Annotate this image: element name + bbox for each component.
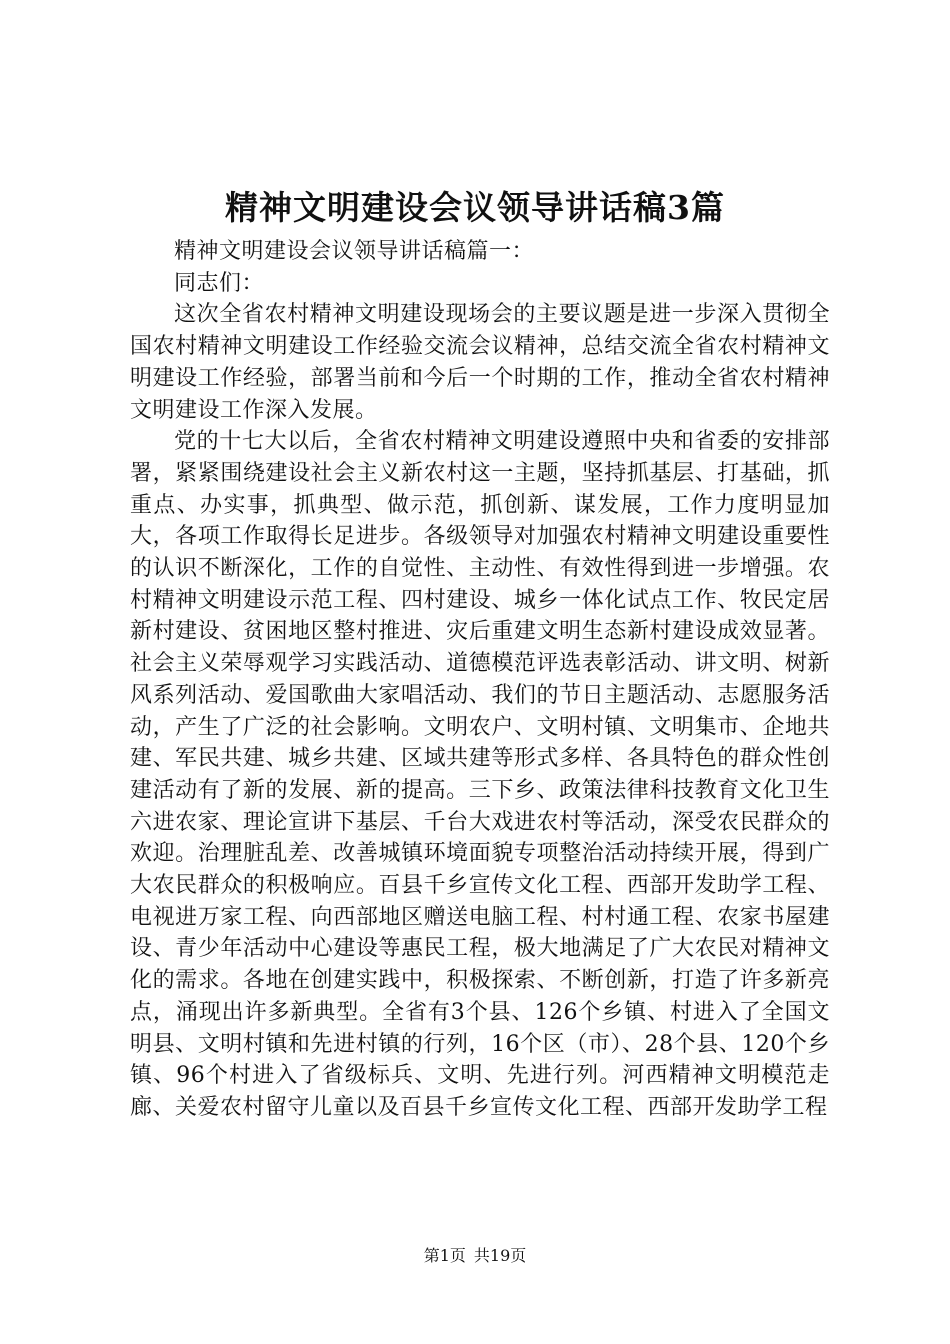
paragraph-main: 党的十七大以后，全省农村精神文明建设遵照中央和省委的安排部署，紧紧围绕建设社会主义新农村这一主题，坚持抓基层、打基础，抓重点、办实事，抓典型、做示范，抓创新、谋发展，工作力度明显加大，各项工作取得长足进步。各级领导对加强农村精神文明建设重要性的认识不断深化，工作的自觉性、主动性、有效性得到进一步增强。农村精神文明建设示范工程、四村建设、城乡一体化试点工作、牧民定居新村建设、贫困地区整村推进、灾后重建文明生态新村建设成效显著。社会主义荣辱观学习实践活动、道德模范评选表彰活动、讲文明、树新风系列活动、爱国歌曲大家唱活动、我们的节日主题活动、志愿服务活动，产生了广泛的社会影响。文明农户、文明村镇、文明集市、企地共建、军民共建、城乡共建、区域共建等形式多样、各具特色的群众性创建活动有了新的发展、新的提高。三下乡、政策法律科技教育文化卫生六进农家、理论宣讲下基层、千台大戏进农村等活动，深受农民群众的欢迎。治理脏乱差、改善城镇环境面貌专项整治活动持续开展，得到广大农民群众的积极响应。百县千乡宣传文化工程、西部开发助学工程、电视进万家工程、向西部地区赠送电脑工程、村村通工程、农家书屋建设、青少年活动中心建设等惠民工程，极大地满足了广大农民对精神文化的需求。各地在创建实践中，积极探索、不断创新，打造了许多新亮点，涌现出许多新典型。全省有3个县、126个乡镇、村进入了全国文明县、文明村镇和先进村镇的行列，16个区（市）、28个县、120个乡镇、96个村进入了省级标兵、文明、先进行列。河西精神文明模范走廊、关爱农村留守儿童以及百县千乡宣传文化工程、西部开发助学工程 — [130, 429, 830, 1120]
paragraph-intro: 这次全省农村精神文明建设现场会的主要议题是进一步深入贯彻全国农村精神文明建设工作经验交流会议精神，总结交流全省农村精神文明建设工作经验，部署当前和今后一个时期的工作，推动全省农村精神文明建设工作深入发展。 — [130, 302, 830, 423]
document-body — [130, 236, 830, 1124]
section-subtitle: 精神文明建设会议领导讲话稿篇一： — [174, 239, 535, 264]
page-number: 第1页 — [423, 1246, 466, 1265]
page-total: 共19页 — [473, 1246, 527, 1265]
page-footer — [0, 1245, 950, 1267]
document-title: 精神文明建设会议领导讲话稿3篇 — [225, 188, 725, 227]
salutation: 同志们： — [174, 270, 265, 296]
